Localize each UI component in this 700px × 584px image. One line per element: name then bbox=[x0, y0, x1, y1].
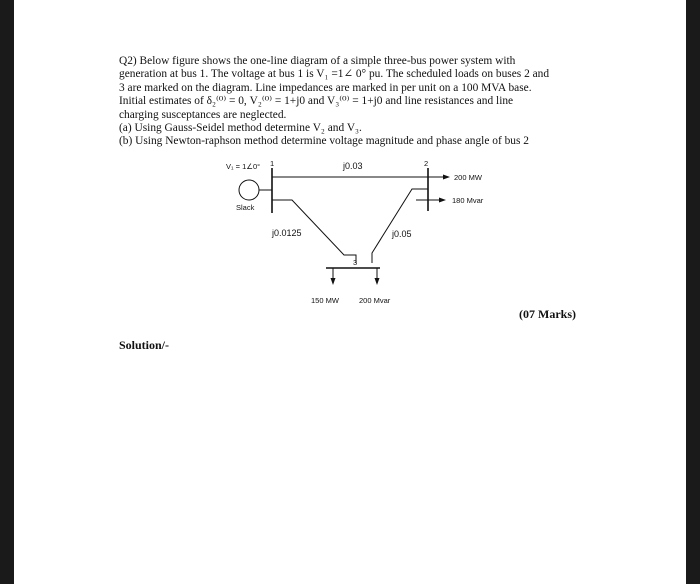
question-line: Initial estimates of δ₂⁽⁰⁾ = 0, V₂⁽⁰⁾ = 1+j0 and V₃⁽⁰⁾ = 1+j0 and line resistances and line bbox=[119, 95, 514, 108]
v1-label: V₁ = 1∠0° bbox=[226, 162, 261, 171]
generator-icon bbox=[239, 180, 259, 200]
slack-label: Slack bbox=[236, 203, 255, 212]
solution-label: Solution/- bbox=[119, 338, 170, 352]
bus2-mvar-arrowhead bbox=[439, 198, 446, 203]
document-page bbox=[14, 0, 686, 584]
question-line: (a) Using Gauss-Seidel method determine V₂ and V₃. bbox=[119, 122, 362, 135]
question-line: generation at bus 1. The voltage at bus 1 is V₁ =1∠ 0° pu. The scheduled loads on buses 2 and bbox=[119, 68, 550, 81]
line12-impedance: j0.03 bbox=[343, 161, 363, 171]
bus3-load-mw: 150 MW bbox=[311, 296, 339, 305]
bus2-load-mw: 200 MW bbox=[454, 173, 482, 182]
question-text bbox=[119, 55, 589, 149]
bus3-mvar-arrowhead bbox=[375, 278, 380, 285]
bus1-number: 1 bbox=[270, 159, 275, 168]
right-dark-border bbox=[686, 0, 700, 584]
question-line: 3 are marked on the diagram. Line impedances are marked in per unit on a 100 MVA base. bbox=[119, 81, 532, 94]
left-dark-border bbox=[0, 0, 14, 584]
one-line-diagram bbox=[214, 155, 534, 315]
marks-label: (07 Marks) bbox=[519, 307, 576, 321]
bus2-number: 2 bbox=[424, 159, 429, 168]
question-line: charging susceptances are neglected. bbox=[119, 108, 287, 121]
bus2-mw-arrowhead bbox=[443, 175, 450, 180]
question-line: (b) Using Newton-raphson method determine voltage magnitude and phase angle of bus 2 bbox=[119, 135, 529, 148]
bus3-number: 3 bbox=[353, 258, 358, 267]
question-line: Q2) Below figure shows the one-line diagram of a simple three-bus power system with bbox=[119, 55, 516, 67]
line23-impedance: j0.05 bbox=[392, 229, 412, 239]
line13-impedance: j0.0125 bbox=[272, 228, 302, 238]
bus3-load-mvar: 200 Mvar bbox=[359, 296, 391, 305]
bus3-mw-arrowhead bbox=[331, 278, 336, 285]
bus2-load-mvar: 180 Mvar bbox=[452, 196, 484, 205]
